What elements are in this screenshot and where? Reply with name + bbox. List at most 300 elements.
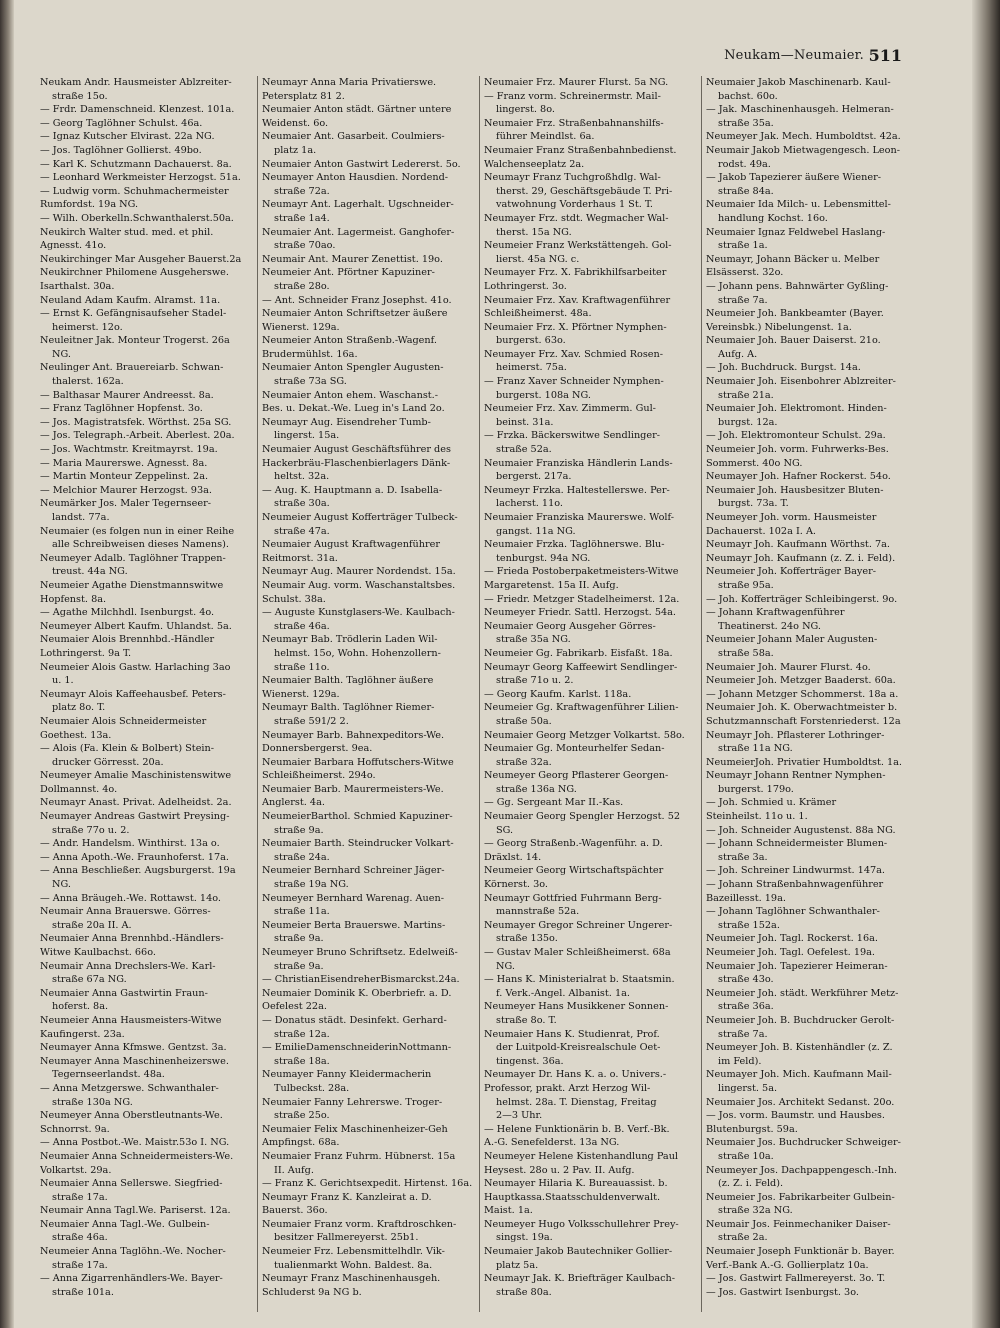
directory-entry-line: Neumayer Hilaria K. Bureauassist. b. xyxy=(484,1178,668,1190)
directory-entry-line: Lothringerst. 9a T. xyxy=(40,647,132,659)
directory-entry-line: alle Schreibweisen dieses Namens). xyxy=(52,539,229,551)
directory-entry-line: — Georg Straßenb.-Wagenführ. a. D. xyxy=(484,838,663,850)
directory-column-1 xyxy=(40,76,254,1320)
directory-entry-line: — Johann Kraftwagenführer xyxy=(706,607,845,619)
directory-entry-line: tenburgst. 94a NG. xyxy=(496,552,591,564)
directory-entry-line: Neumair Jos. Feinmechaniker Daiser- xyxy=(706,1218,891,1230)
directory-entry-line: Neumaier Barb. Maurermeisters-We. xyxy=(262,783,444,795)
directory-entry-line: burgerst. 108a NG. xyxy=(496,389,591,401)
directory-entry-line: straße 18a. xyxy=(274,1055,330,1067)
directory-entry-line: heimerst. 75a. xyxy=(496,362,567,374)
directory-entry-line: Neumaier Georg Ausgeher Görres- xyxy=(484,620,656,632)
directory-entry-line: Neumaier Jos. Architekt Sedanst. 20o. xyxy=(706,1096,895,1108)
directory-entry-line: Neumeyr Frzka. Haltestellerswe. Per- xyxy=(484,484,670,496)
directory-entry-line: — Joh. Kofferträger Schleibingerst. 9o. xyxy=(706,593,898,605)
directory-entry-line: Dräxlst. 14. xyxy=(484,851,542,863)
directory-entry-line: Tegernseerlandst. 48a. xyxy=(52,1069,165,1081)
directory-entry-line: Neumeier Anna Taglöhn.-We. Nocher- xyxy=(40,1246,226,1258)
directory-entry-line: SG. xyxy=(496,824,514,836)
directory-entry-line: Schluderst 9a NG b. xyxy=(262,1286,362,1298)
directory-entry-line: Neumaier Alois Brennhbd.-Händler xyxy=(40,634,215,646)
directory-entry-line: — Anna Metzgerswe. Schwanthaler- xyxy=(40,1082,219,1094)
directory-entry-line: führer Meindlst. 6a. xyxy=(496,131,595,143)
directory-entry-line: rodst. 49a. xyxy=(718,158,771,170)
directory-entry-line: — Jakob Tapezierer äußere Wiener- xyxy=(706,172,881,184)
directory-entry-line: Neumaier Anton Gastwirt Ledererst. 5o. xyxy=(262,158,461,170)
directory-entry-line: — Auguste Kunstglasers-We. Kaulbach- xyxy=(262,607,455,619)
directory-entry-line: — Maria Maurerswe. Agnesst. 8a. xyxy=(40,457,208,469)
directory-entry-line: Neumayer Anton Hausdien. Nordend- xyxy=(262,172,449,184)
directory-entry-line: Neumeier Berta Brauerswe. Martins- xyxy=(262,919,446,931)
running-head: Neukam—Neumaier. xyxy=(724,48,864,63)
directory-entry-line: treust. 44a NG. xyxy=(52,566,128,578)
directory-entry-line: Neumayr Franz K. Kanzleirat a. D. xyxy=(262,1191,432,1203)
directory-entry-line: straße 591/2 2. xyxy=(274,715,349,727)
directory-entry-line: Bauerst. 36o. xyxy=(262,1205,328,1217)
directory-entry-line: Neumeyer Jak. Mech. Humboldtst. 42a. xyxy=(706,131,901,143)
directory-entry-line: straße 72a. xyxy=(274,185,330,197)
directory-entry-line: Körnerst. 3o. xyxy=(484,879,548,891)
directory-entry-line: Neumayer Joh. Hafner Rockerst. 54o. xyxy=(706,471,891,483)
directory-entry-line: Neumeier Joh. Kofferträger Bayer- xyxy=(706,566,877,578)
directory-entry-line: — Jos. Gastwirt Fallmereyerst. 3o. T. xyxy=(706,1273,886,1285)
directory-entry-line: straße 20a II. A. xyxy=(52,919,132,931)
directory-entry-line: drucker Görresst. 20a. xyxy=(52,756,164,768)
directory-entry-line: — Jos. Wachtmstr. Kreitmayrst. 19a. xyxy=(40,444,218,456)
directory-entry-line: Neumeier Joh. Tagl. Rockerst. 16a. xyxy=(706,933,878,945)
directory-column-2 xyxy=(262,76,476,1320)
directory-entry-line: — Johann Taglöhner Schwanthaler- xyxy=(706,906,880,918)
directory-entry-line: — Jos. Taglöhner Gollierst. 49bo. xyxy=(40,144,202,156)
directory-entry-line: — Ludwig vorm. Schuhmachermeister xyxy=(40,185,229,197)
directory-entry-line: singst. 19a. xyxy=(496,1232,553,1244)
directory-entry-line: straße 24a. xyxy=(274,851,330,863)
directory-entry-line: straße 2a. xyxy=(718,1232,768,1244)
directory-entry-line: Neumayr Joh. Kaufmann (z. Z. i. Feld). xyxy=(706,552,896,564)
directory-entry-line: straße 152a. xyxy=(718,919,780,931)
directory-entry-line: platz 5a. xyxy=(496,1259,539,1271)
directory-entry-line: — Frzka. Bäckerswitwe Sendlinger- xyxy=(484,430,661,442)
directory-entry-line: Neumeyer Albert Kaufm. Uhlandst. 5a. xyxy=(40,620,232,632)
directory-entry-line: Neumayr Jak. K. Briefträger Kaulbach- xyxy=(484,1273,676,1285)
directory-entry-line: — Joh. Elektromonteur Schulst. 29a. xyxy=(706,430,886,442)
directory-entry-line: handlung Kochst. 16o. xyxy=(718,212,828,224)
directory-entry-line: Neumayer Frz. Xav. Schmied Rosen- xyxy=(484,348,664,360)
directory-entry-line: Neumeyer Georg Pflasterer Georgen- xyxy=(484,770,669,782)
directory-entry-line: — Leonhard Werkmeister Herzogst. 51a. xyxy=(40,172,241,184)
directory-entry-line: — Jos. vorm. Baumstr. und Hausbes. xyxy=(706,1110,885,1122)
directory-entry-line: Neumaier Franz vorm. Kraftdroschken- xyxy=(262,1218,457,1230)
directory-entry-line: Neumaier Fanny Lehrerswe. Troger- xyxy=(262,1096,443,1108)
directory-entry-line: Neumeyer Amalie Maschinistenswitwe xyxy=(40,770,232,782)
directory-entry-line: Neumeier Ant. Pförtner Kapuziner- xyxy=(262,267,435,279)
directory-entry-line: straße 17a. xyxy=(52,1191,108,1203)
directory-entry-line: Neumayr Balth. Taglöhner Riemer- xyxy=(262,702,435,714)
directory-entry-line: Neumaier Frz. Straßenbahnanshilfs- xyxy=(484,117,664,129)
directory-entry-line: u. 1. xyxy=(52,675,74,687)
directory-entry-line: Elsässerst. 32o. xyxy=(706,267,784,279)
directory-entry-line: Neumaier Barbara Hoffutschers-Witwe xyxy=(262,756,454,768)
directory-entry-line: Neumeier Joh. Metzger Baaderst. 60a. xyxy=(706,675,896,687)
directory-entry-line: Neukam Andr. Hausmeister Ablzreiter- xyxy=(40,77,232,88)
directory-entry-line: Neumaier Anton Schriftsetzer äußere xyxy=(262,308,448,320)
directory-entry-line: Neumaier Felix Maschinenheizer-Geh xyxy=(262,1123,448,1135)
directory-entry-line: Neumayr Johann Rentner Nymphen- xyxy=(706,770,886,782)
directory-entry-line: NG. xyxy=(52,879,71,891)
directory-entry-line: bergerst. 217a. xyxy=(496,471,572,483)
directory-entry-line: — EmilieDamenschneiderinNottmann- xyxy=(262,1042,452,1054)
directory-entry-line: burgerst. 63o. xyxy=(496,335,566,347)
directory-entry-line: straße 7a. xyxy=(718,1028,768,1040)
directory-entry-line: — Melchior Maurer Herzogst. 93a. xyxy=(40,484,212,496)
directory-entry-line: Schleißheimerst. 48a. xyxy=(484,308,592,320)
directory-entry-line: Neumeyer Joh. vorm. Hausmeister xyxy=(706,512,877,523)
directory-entry-line: Margaretenst. 15a II. Aufg. xyxy=(484,579,619,591)
directory-entry-line: — Martin Monteur Zeppelinst. 2a. xyxy=(40,471,209,483)
directory-entry-line: Neumair Anna Tagl.We. Pariserst. 12a. xyxy=(40,1205,231,1217)
directory-entry-line: f. Verk.-Angel. Albanist. 1a. xyxy=(496,987,630,999)
directory-entry-line: Wienerst. 129a. xyxy=(262,688,340,700)
directory-entry-line: vatwohnung Vorderhaus 1 St. T. xyxy=(496,199,653,211)
directory-column-3 xyxy=(484,76,698,1320)
directory-entry-line: Neumeyer Hugo Volksschullehrer Prey- xyxy=(484,1218,679,1230)
directory-entry-line: Aufg. A. xyxy=(718,348,758,360)
directory-entry-line: Neumaier Frz. X. Pförtner Nymphen- xyxy=(484,321,667,333)
directory-entry-line: Neulinger Ant. Brauereiarb. Schwan- xyxy=(40,362,224,374)
directory-entry-line: — ChristianEisendreherBismarckst.24a. xyxy=(262,974,460,986)
directory-entry-line: Neumayr Anna Maria Privatierswe. xyxy=(262,77,437,88)
directory-entry-line: Neumayr Alois Kaffeehausbef. Peters- xyxy=(40,688,226,700)
directory-entry-line: Neumayr Anast. Privat. Adelheidst. 2a. xyxy=(40,797,232,809)
directory-entry-line: — Joh. Schreiner Lindwurmst. 147a. xyxy=(706,865,886,877)
directory-entry-line: straße 9a. xyxy=(274,824,324,836)
directory-entry-line: (z. Z. i. Feld). xyxy=(718,1178,784,1190)
directory-entry-line: Blutenburgst. 59a. xyxy=(706,1123,798,1135)
directory-entry-line: Neuleitner Jak. Monteur Trogerst. 26a xyxy=(40,335,230,347)
directory-entry-line: straße 67a NG. xyxy=(52,974,127,986)
directory-entry-line: Oefelest 22a. xyxy=(262,1001,327,1013)
directory-entry-line: straße 73a SG. xyxy=(274,376,347,388)
directory-entry-line: Neumaier Ida Milch- u. Lebensmittel- xyxy=(706,199,891,211)
directory-entry-line: straße 7a. xyxy=(718,294,768,306)
directory-entry-line: Neumaier Anna Schneidermeisters-We. xyxy=(40,1150,234,1162)
directory-entry-line: straße 46a. xyxy=(52,1232,108,1244)
directory-entry-line: NG. xyxy=(52,348,71,360)
directory-entry-line: Neumeier Anton Straßenb.-Wagenf. xyxy=(262,335,437,347)
directory-entry-line: Neumaier Franz Straßenbahnbedienst. xyxy=(484,144,677,156)
directory-entry-line: Neumeier Gg. Fabrikarb. Eisfaßt. 18a. xyxy=(484,647,673,659)
directory-entry-line: straße 1a. xyxy=(718,240,768,252)
directory-entry-line: straße 35a NG. xyxy=(496,634,571,646)
directory-entry-line: straße 43o. xyxy=(718,974,774,986)
directory-entry-line: straße 10a. xyxy=(718,1150,774,1162)
directory-entry-line: Goethest. 13a. xyxy=(40,729,112,741)
directory-entry-line: Neumaier (es folgen nun in einer Reihe xyxy=(40,525,235,537)
directory-entry-line: Neumeier Johann Maler Augusten- xyxy=(706,634,878,646)
directory-entry-line: Hackerbräu-Flaschenbierlagers Dänk- xyxy=(262,457,451,469)
directory-entry-line: straße 9a. xyxy=(274,960,324,972)
directory-entry-line: Neumaier August Kraftwagenführer xyxy=(262,539,440,551)
directory-entry-line: Neumayer Gregor Schreiner Ungerer- xyxy=(484,919,673,931)
directory-entry-line: straße 50a. xyxy=(496,715,552,727)
directory-entry-line: Neumaier Joh. Bauer Daiserst. 21o. xyxy=(706,335,881,347)
directory-entry-line: Neumayer Fanny Kleidermacherin xyxy=(262,1069,432,1081)
directory-entry-line: straße 3a. xyxy=(718,851,768,863)
directory-entry-line: — Aug. K. Hauptmann a. D. Isabella- xyxy=(262,484,443,496)
directory-entry-line: straße 130a NG. xyxy=(52,1096,133,1108)
directory-entry-line: Neumaier Alois Schneidermeister xyxy=(40,715,207,727)
directory-entry-line: straße 32a. xyxy=(496,756,552,768)
directory-entry-line: straße 84a. xyxy=(718,185,774,197)
directory-entry-line: Neumaier Joh. Eisenbohrer Ablzreiter- xyxy=(706,376,896,388)
directory-entry-line: Neumaier Joh. K. Oberwachtmeister b. xyxy=(706,702,898,714)
directory-entry-line: Neumeier Joh. vorm. Fuhrwerks-Bes. xyxy=(706,444,889,456)
directory-entry-line: Neumaier Joh. Hausbesitzer Bluten- xyxy=(706,484,884,496)
directory-entry-line: — Gg. Sergeant Mar II.-Kas. xyxy=(484,797,624,809)
directory-entry-line: Neumair Jakob Mietwagengesch. Leon- xyxy=(706,144,900,156)
directory-entry-line: Schutzmannschaft Forstenriederst. 12a xyxy=(706,715,901,727)
directory-entry-line: platz 8o. T. xyxy=(52,702,106,714)
directory-entry-line: Neumeyer Bernhard Warenag. Auen- xyxy=(262,892,445,904)
directory-entry-line: heltst. 32a. xyxy=(274,471,330,483)
directory-entry-line: Volkartst. 29a. xyxy=(40,1164,112,1176)
directory-entry-line: tualienmarkt Wohn. Baldest. 8a. xyxy=(274,1259,433,1271)
directory-entry-line: Neukirchinger Mar Ausgeher Bauerst.2a xyxy=(40,253,242,265)
directory-entry-line: straße 1a4. xyxy=(274,212,330,224)
directory-entry-line: NeumeierJoh. Privatier Humboldtst. 1a. xyxy=(706,756,903,768)
directory-entry-line: Neumaier Joh. Maurer Flurst. 4o. xyxy=(706,661,871,673)
directory-entry-line: — Helene Funktionärin b. B. Verf.-Bk. xyxy=(484,1123,670,1135)
directory-entry-line: Neumayer Frz. stdt. Wegmacher Wal- xyxy=(484,212,669,224)
directory-entry-line: straße 11a. xyxy=(274,906,330,918)
directory-entry-line: straße 9a. xyxy=(274,933,324,945)
directory-entry-line: Neumaier Anton Spengler Augusten- xyxy=(262,362,444,374)
directory-entry-line: Neumeyer Friedr. Sattl. Herzogst. 54a. xyxy=(484,607,677,619)
directory-entry-line: Neumayr Gottfried Fuhrmann Berg- xyxy=(484,892,662,904)
directory-entry-line: therst. 15a NG. xyxy=(496,226,572,238)
directory-entry-line: Neumair Anna Drechslers-We. Karl- xyxy=(40,960,216,972)
directory-entry-line: straße 19a NG. xyxy=(274,879,349,891)
directory-entry-line: straße 35a. xyxy=(718,117,774,129)
directory-entry-line: Neumeyer Helene Kistenhandlung Paul xyxy=(484,1150,679,1162)
column-rule xyxy=(257,76,258,1312)
directory-entry-line: Neumeier Georg Wirtschaftspächter xyxy=(484,865,664,877)
directory-entry-line: Neumeier Jos. Fabrikarbeiter Gulbein- xyxy=(706,1191,895,1203)
directory-entry-line: Neumaier Franziska Maurerswe. Wolf- xyxy=(484,512,675,523)
directory-entry-line: Neumaier Jakob Maschinenarb. Kaul- xyxy=(706,77,891,88)
directory-entry-line: A.-G. Senefelderst. 13a NG. xyxy=(484,1137,620,1149)
directory-entry-line: Neumayer Dr. Hans K. a. o. Univers.- xyxy=(484,1069,667,1081)
directory-entry-line: Wienerst. 129a. xyxy=(262,321,340,333)
directory-entry-line: straße 52a. xyxy=(496,444,552,456)
directory-entry-line: Neumayr Joh. Kaufmann Wörthst. 7a. xyxy=(706,539,891,551)
directory-entry-line: — Anna Zigarrenhändlers-We. Bayer- xyxy=(40,1273,223,1285)
directory-entry-line: mannstraße 52a. xyxy=(496,906,580,918)
directory-entry-line: Neumeier Joh. Bankbeamter (Bayer. xyxy=(706,308,884,320)
directory-column-4 xyxy=(706,76,920,1320)
directory-entry-line: Neumayr, Johann Bäcker u. Melber xyxy=(706,253,880,265)
directory-entry-line: bachst. 60o. xyxy=(718,90,778,102)
directory-entry-line: Neumair Ant. Maurer Zenettist. 19o. xyxy=(262,253,443,265)
directory-entry-line: straße 135o. xyxy=(496,933,558,945)
directory-entry-line: straße 71o u. 2. xyxy=(496,675,574,687)
directory-entry-line: Neumaier Joseph Funktionär b. Bayer. xyxy=(706,1246,895,1258)
directory-entry-line: therst. 29, Geschäftsgebäude T. Pri- xyxy=(496,185,673,197)
directory-entry-line: helmst. 28a. T. Dienstag, Freitag xyxy=(496,1096,657,1108)
directory-entry-line: — Joh. Schmied u. Krämer xyxy=(706,797,837,809)
directory-entry-line: — Johann Metzger Schommerst. 18a a. xyxy=(706,688,899,700)
directory-entry-line: Neumayer Anna Maschinenheizerswe. xyxy=(40,1055,229,1067)
directory-entry-line: Neumeier Gg. Kraftwagenführer Lilien- xyxy=(484,702,679,714)
directory-entry-line: Neumaier Anton ehem. Waschanst.- xyxy=(262,389,439,401)
directory-entry-line: — Karl K. Schutzmann Dachauerst. 8a. xyxy=(40,158,232,170)
directory-entry-line: straße 95a. xyxy=(718,579,774,591)
directory-entry-line: straße 32a NG. xyxy=(718,1205,793,1217)
directory-entry-line: Neumeier Frz. Xav. Zimmerm. Gul- xyxy=(484,403,656,415)
directory-entry-line: Kaufingerst. 23a. xyxy=(40,1028,125,1040)
directory-entry-line: — Donatus städt. Desinfekt. Gerhard- xyxy=(262,1014,447,1026)
directory-entry-line: Neumeier Agathe Dienstmannswitwe xyxy=(40,579,224,591)
directory-entry-line: Neumayer Joh. Mich. Kaufmann Mail- xyxy=(706,1069,892,1081)
directory-entry-line: — Friedr. Metzger Stadelheimerst. 12a. xyxy=(484,593,680,605)
directory-entry-line: Petersplatz 81 2. xyxy=(262,90,345,102)
directory-entry-line: Ampfingst. 68a. xyxy=(262,1137,340,1149)
directory-entry-line: Neumaier Balth. Taglöhner äußere xyxy=(262,675,434,687)
directory-entry-line: Neumeier Joh. Tagl. Oefelest. 19a. xyxy=(706,947,875,958)
page-number: 511 xyxy=(868,46,902,65)
directory-entry-line: der Luitpold-Kreisrealschule Oet- xyxy=(496,1042,661,1054)
directory-entry-line: — Hans K. Ministerialrat b. Staatsmin. xyxy=(484,974,675,986)
column-rule xyxy=(701,76,702,1312)
directory-entry-line: straße 58a. xyxy=(718,647,774,659)
directory-entry-line: Neumeyer Jos. Dachpappengesch.-Inh. xyxy=(706,1164,897,1176)
directory-entry-line: — Franz Taglöhner Hopfenst. 3o. xyxy=(40,403,203,415)
directory-entry-line: Neumaier Ant. Gasarbeit. Coulmiers- xyxy=(262,131,445,143)
directory-entry-line: Neumaier Barth. Steindrucker Volkart- xyxy=(262,838,454,850)
directory-entry-line: Neumaier Hans K. Studienrat, Prof. xyxy=(484,1028,660,1040)
directory-entry-line: lingerst. 5a. xyxy=(718,1082,778,1094)
directory-entry-line: Neumeyer Anna Oberstleutnants-We. xyxy=(40,1110,223,1122)
directory-entry-line: Bes. u. Dekat.-We. Lueg in's Land 2o. xyxy=(262,403,445,415)
directory-entry-line: Neumeier Joh. B. Buchdrucker Gerolt- xyxy=(706,1014,895,1026)
directory-entry-line: Neumaier Ant. Lagermeist. Ganghofer- xyxy=(262,226,455,238)
directory-entry-line: platz 1a. xyxy=(274,144,317,156)
directory-entry-line: — Anna Bräugeh.-We. Rottawst. 14o. xyxy=(40,892,221,904)
directory-entry-line: Neumaier August Geschäftsführer des xyxy=(262,444,451,456)
directory-entry-line: Professor, prakt. Arzt Herzog Wil- xyxy=(484,1082,651,1094)
directory-entry-line: Neumaier Anton städt. Gärtner untere xyxy=(262,104,452,116)
directory-entry-line: Schleißheimerst. 294o. xyxy=(262,770,376,782)
directory-entry-line: thalerst. 162a. xyxy=(52,376,124,388)
directory-entry-line: Neumaier Gg. Monteurhelfer Sedan- xyxy=(484,743,665,755)
directory-entry-line: straße 8o. T. xyxy=(496,1014,557,1026)
directory-entry-line: — Johann Straßenbahnwagenführer xyxy=(706,879,884,891)
directory-entry-line: Neumeier August Kofferträger Tulbeck- xyxy=(262,512,458,523)
directory-entry-line: — Jos. Gastwirt Isenburgst. 3o. xyxy=(706,1286,859,1298)
directory-entry-line: Neumeier Alois Gastw. Harlaching 3ao xyxy=(40,661,231,673)
directory-entry-line: straße 17a. xyxy=(52,1259,108,1271)
directory-entry-line: — Jos. Telegraph.-Arbeit. Aberlest. 20a. xyxy=(40,430,235,442)
directory-entry-line: Neumaier Anna Tagl.-We. Gulbein- xyxy=(40,1218,210,1230)
directory-entry-line: straße 70ao. xyxy=(274,240,336,252)
directory-entry-line: straße 136a NG. xyxy=(496,783,577,795)
directory-entry-line: Heysest. 28o u. 2 Pav. II. Aufg. xyxy=(484,1164,635,1176)
directory-entry-line: Neumaier Joh. Elektromont. Hinden- xyxy=(706,403,887,415)
directory-entry-line: Neumeier Joh. städt. Werkführer Metz- xyxy=(706,987,899,999)
directory-entry-line: — Franz Xaver Schneider Nymphen- xyxy=(484,376,664,388)
directory-entry-line: Dachauerst. 102a I. A. xyxy=(706,525,817,537)
directory-entry-line: Neumayr Aug. Maurer Nordendst. 15a. xyxy=(262,566,456,578)
directory-entry-line: Maist. 1a. xyxy=(484,1205,533,1217)
directory-entry-line: — Johann Schneidermeister Blumen- xyxy=(706,838,888,850)
page-edge-shadow xyxy=(972,0,1000,1328)
directory-entry-line: Walchenseeplatz 2a. xyxy=(484,158,585,170)
directory-entry-line: Neumärker Jos. Maler Tegernseer- xyxy=(40,498,212,510)
directory-entry-line: — Frieda Postoberpaketmeisters-Witwe xyxy=(484,566,679,578)
directory-entry-line: — Gustav Maler Schleißheimerst. 68a xyxy=(484,947,671,958)
directory-entry-line: Neumaier Joh. Tapezierer Heimeran- xyxy=(706,960,888,972)
directory-entry-line: — Agathe Milchhdl. Isenburgst. 4o. xyxy=(40,607,215,619)
directory-entry-line: helmst. 15o, Wohn. Hohenzollern- xyxy=(274,647,441,659)
directory-entry-line: straße 77o u. 2. xyxy=(52,824,130,836)
directory-entry-line: Neumaier Franz Fuhrm. Hübnerst. 15a xyxy=(262,1150,456,1162)
directory-entry-line: — Andr. Handelsm. Winthirst. 13a o. xyxy=(40,838,220,850)
directory-entry-line: — Ernst K. Gefängnisaufseher Stadel- xyxy=(40,308,227,320)
directory-entry-line: Neumaier Jos. Buchdrucker Schweiger- xyxy=(706,1137,901,1149)
directory-entry-line: straße 47a. xyxy=(274,525,330,537)
directory-entry-line: NeumeierBarthol. Schmied Kapuziner- xyxy=(262,811,453,823)
directory-entry-line: Hauptkassa.Staatsschuldenverwalt. xyxy=(484,1191,661,1203)
directory-entry-line: Dollmannst. 4o. xyxy=(40,783,118,795)
directory-entry-line: straße 15o. xyxy=(52,90,108,102)
directory-entry-line: Neumeyer Hans Musikkener Sonnen- xyxy=(484,1001,669,1013)
directory-entry-line: lierst. 45a NG. c. xyxy=(496,253,580,265)
directory-entry-line: Neukirchner Philomene Ausgeherswe. xyxy=(40,267,229,279)
directory-entry-line: straße 12a. xyxy=(274,1028,330,1040)
directory-entry-line: — Balthasar Maurer Andreesst. 8a. xyxy=(40,389,214,401)
directory-entry-line: landst. 77a. xyxy=(52,512,110,523)
directory-entry-line: burgerst. 179o. xyxy=(718,783,794,795)
directory-entry-line: burgst. 12a. xyxy=(718,416,778,428)
directory-entry-line: Neumeyer Bruno Schriftsetz. Edelweiß- xyxy=(262,947,458,958)
directory-entry-line: Neumaier Franziska Händlerin Lands- xyxy=(484,457,673,469)
directory-entry-line: NG. xyxy=(496,960,515,972)
directory-entry-line: Neumaier Anna Brennhbd.-Händlers- xyxy=(40,933,224,945)
directory-entry-line: Neumayer Andreas Gastwirt Preysing- xyxy=(40,811,230,823)
page-header xyxy=(26,44,902,68)
directory-entry-line: Neumayr Bab. Trödlerin Laden Wil- xyxy=(262,634,438,646)
directory-entry-line: — Wilh. Oberkelln.Schwanthalerst.50a. xyxy=(40,212,234,224)
directory-entry-line: — Alois (Fa. Klein & Bolbert) Stein- xyxy=(40,743,215,755)
directory-entry-line: Neumeier Franz Werkstättengeh. Gol- xyxy=(484,240,672,252)
directory-entry-line: hoferst. 8a. xyxy=(52,1001,109,1013)
directory-entry-line: straße 28o. xyxy=(274,280,330,292)
directory-entry-line: Neumeier Bernhard Schreiner Jäger- xyxy=(262,865,445,877)
directory-entry-line: Neumaier Anna Sellerswe. Siegfried- xyxy=(40,1178,223,1190)
directory-entry-line: Neumaier Frz. Xav. Kraftwagenführer xyxy=(484,294,671,306)
directory-entry-line: Neumaier Jakob Bautechniker Gollier- xyxy=(484,1246,673,1258)
directory-entry-line: heimerst. 12o. xyxy=(52,321,123,333)
directory-entry-line: Neumayr Aug. Eisendreher Tumb- xyxy=(262,416,431,428)
directory-entry-line: Lothringerst. 3o. xyxy=(484,280,567,292)
directory-entry-line: Schnorrst. 9a. xyxy=(40,1123,110,1135)
directory-entry-line: straße 25o. xyxy=(274,1110,330,1122)
directory-entry-line: Neumayr Ant. Lagerhalt. Ugschneider- xyxy=(262,199,454,211)
directory-entry-line: straße 80a. xyxy=(496,1286,552,1298)
directory-entry-line: Brudermühlst. 16a. xyxy=(262,348,358,360)
directory-entry-line: — Franz vorm. Schreinermstr. Mail- xyxy=(484,90,661,102)
directory-entry-line: im Feld). xyxy=(718,1055,762,1067)
